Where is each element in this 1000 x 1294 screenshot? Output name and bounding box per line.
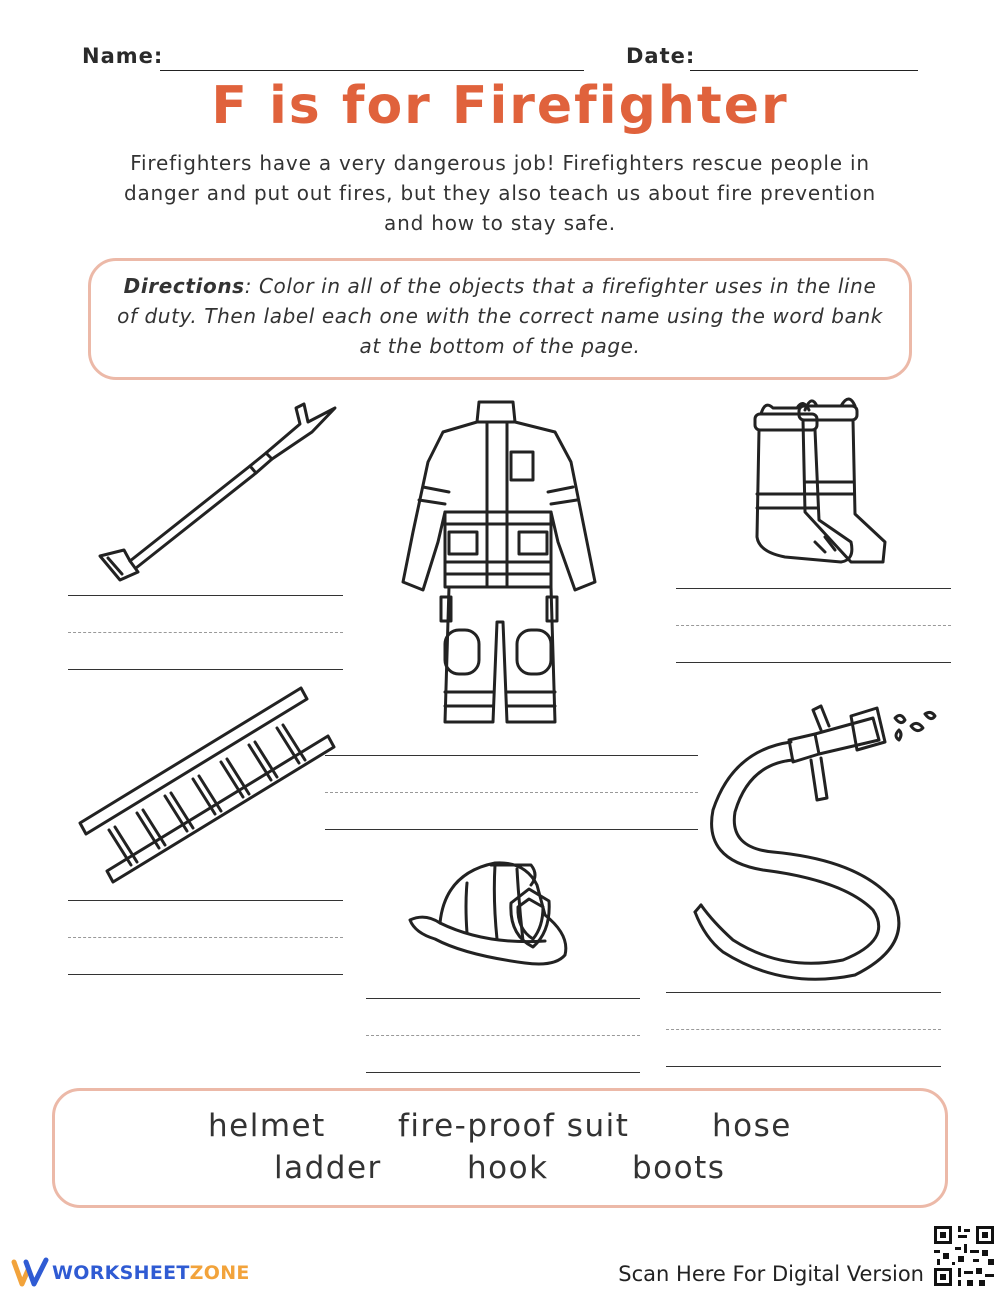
word-bank-item: boots [632, 1150, 726, 1186]
word-bank-box [52, 1088, 948, 1208]
fireproof-suit-icon [383, 392, 613, 737]
word-bank-item: helmet [208, 1108, 326, 1144]
qr-code-icon[interactable] [934, 1226, 994, 1286]
answer-lines-hook[interactable] [68, 595, 343, 671]
answer-lines-ladder[interactable] [68, 900, 343, 976]
answer-lines-helmet[interactable] [366, 998, 640, 1074]
worksheetzone-logo-icon [12, 1258, 48, 1288]
hose-icon [693, 700, 943, 975]
name-field[interactable] [160, 70, 584, 71]
directions-body: : Color in all of the objects that a firefighter uses in the line of duty. Then label each one with the correct name using the word bank at the bottom of the page. [117, 274, 883, 358]
hook-icon [90, 396, 340, 586]
helmet-icon [405, 855, 575, 970]
answer-lines-suit[interactable] [325, 755, 698, 831]
ladder-icon [75, 683, 340, 888]
word-bank-item: hose [712, 1108, 792, 1144]
page-title: F is for Firefighter [211, 76, 789, 136]
answer-lines-boots[interactable] [676, 588, 951, 664]
word-bank-item: fire-proof suit [398, 1108, 630, 1144]
name-label: Name: [82, 44, 164, 68]
date-field[interactable] [690, 70, 918, 71]
directions-label: Directions [123, 274, 245, 298]
intro-text: Firefighters have a very dangerous job! Firefighters rescue people in danger and put out fires, but they also teach us about fire prevention and how to stay safe. [123, 151, 876, 235]
directions-text [110, 271, 890, 361]
word-bank-item: hook [467, 1150, 549, 1186]
answer-lines-hose[interactable] [666, 992, 941, 1068]
boots-icon [745, 392, 890, 574]
logo-accent-text: ZONE [189, 1262, 250, 1284]
date-label: Date: [626, 44, 696, 68]
word-bank-item: ladder [274, 1150, 382, 1186]
logo-main-text: WORKSHEET [52, 1262, 190, 1284]
worksheetzone-logo[interactable] [52, 1262, 250, 1284]
scan-text: Scan Here For Digital Version [618, 1262, 924, 1286]
